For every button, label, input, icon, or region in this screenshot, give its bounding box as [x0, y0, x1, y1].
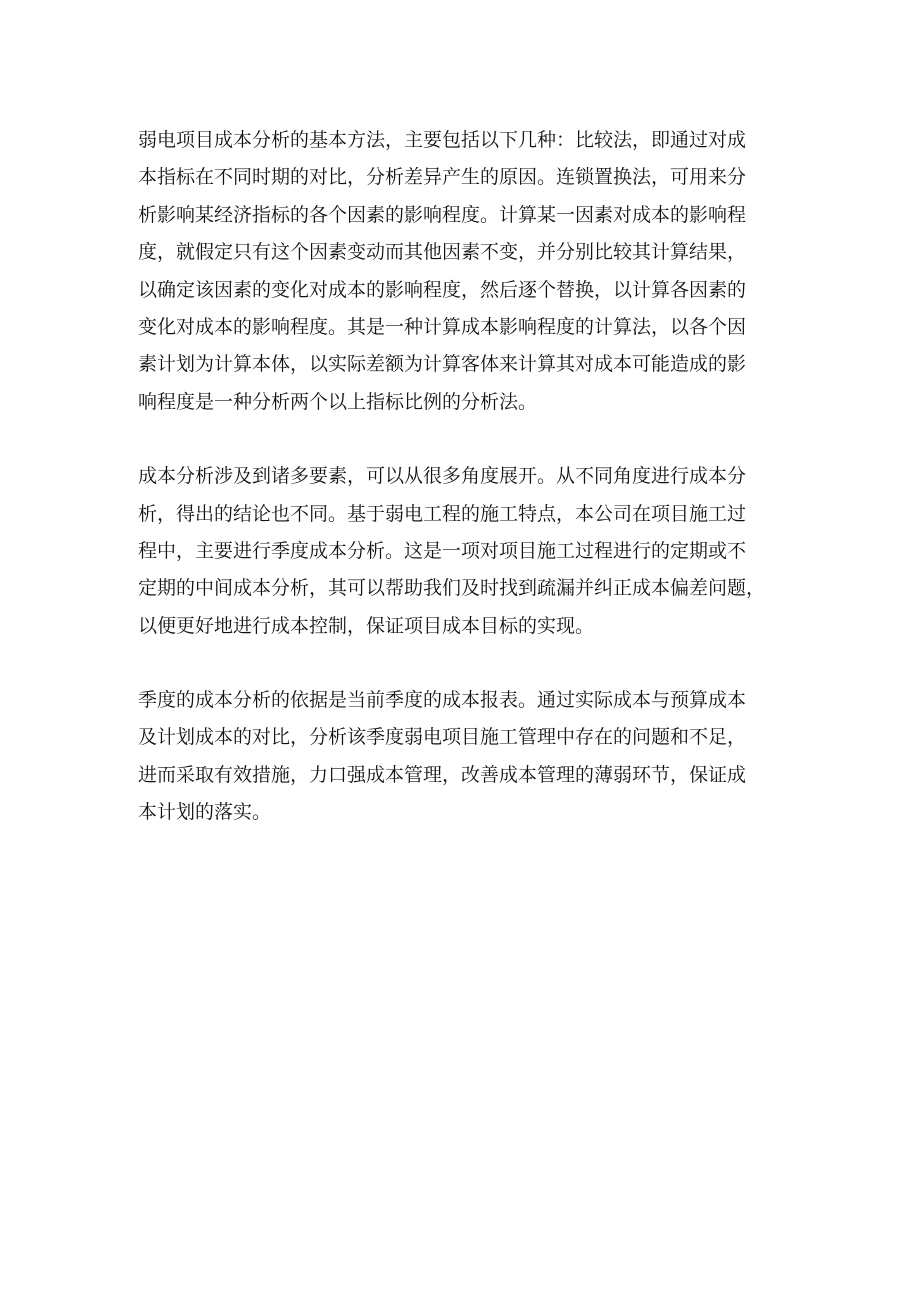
- text-line: 弱电项目成本分析的基本方法，主要包括以下几种：比较法，即通过对成: [138, 129, 747, 151]
- paragraph-analysis-basis: [138, 682, 798, 832]
- text-line: 析，得出的结论也不同。基于弱电工程的施工特点，本公司在项目施工过: [138, 502, 747, 525]
- text-line: 以便更好地进行成本控制，保证项目成本目标的实现。: [138, 614, 595, 637]
- text-line: 析影响某经济指标的各个因素的影响程度。计算某一因素对成本的影响程: [138, 203, 747, 226]
- text-line: 定期的中间成本分析，其可以帮助我们及时找到疏漏并纠正成本偏差问题，: [138, 577, 766, 600]
- text-line: 成本分析涉及到诸多要素，可以从很多角度展开。从不同角度进行成本分: [138, 465, 747, 488]
- text-line: 素计划为计算本体，以实际差额为计算客体来计算其对成本可能造成的影: [138, 353, 747, 376]
- text-line: 及计划成本的对比，分析该季度弱电项目施工管理中存在的问题和不足，: [138, 726, 747, 749]
- document-body: [138, 122, 798, 832]
- text-line: 程中，主要进行季度成本分析。这是一项对项目施工过程进行的定期或不: [138, 539, 747, 562]
- text-line: 本指标在不同时期的对比，分析差异产生的原因。连锁置换法，可用来分: [138, 166, 747, 189]
- text-line: 以确定该因素的变化对成本的影响程度，然后逐个替换，以计算各因素的: [138, 278, 747, 301]
- text-line: 响程度是一种分析两个以上指标比例的分析法。: [138, 390, 538, 413]
- text-line: 进而采取有效措施，力口强成本管理，改善成本管理的薄弱环节，保证成: [138, 763, 747, 786]
- paragraph-analysis-methods: [138, 122, 798, 421]
- text-line: 季度的成本分析的依据是当前季度的成本报表。通过实际成本与预算成本: [138, 689, 747, 712]
- text-line: 本计划的落实。: [138, 801, 272, 824]
- text-line: 变化对成本的影响程度。其是一种计算成本影响程度的计算法，以各个因: [138, 315, 747, 338]
- text-line: 度，就假定只有这个因素变动而其他因素不变，并分别比较其计算结果，: [138, 241, 747, 264]
- paragraph-quarterly-analysis: [138, 458, 798, 645]
